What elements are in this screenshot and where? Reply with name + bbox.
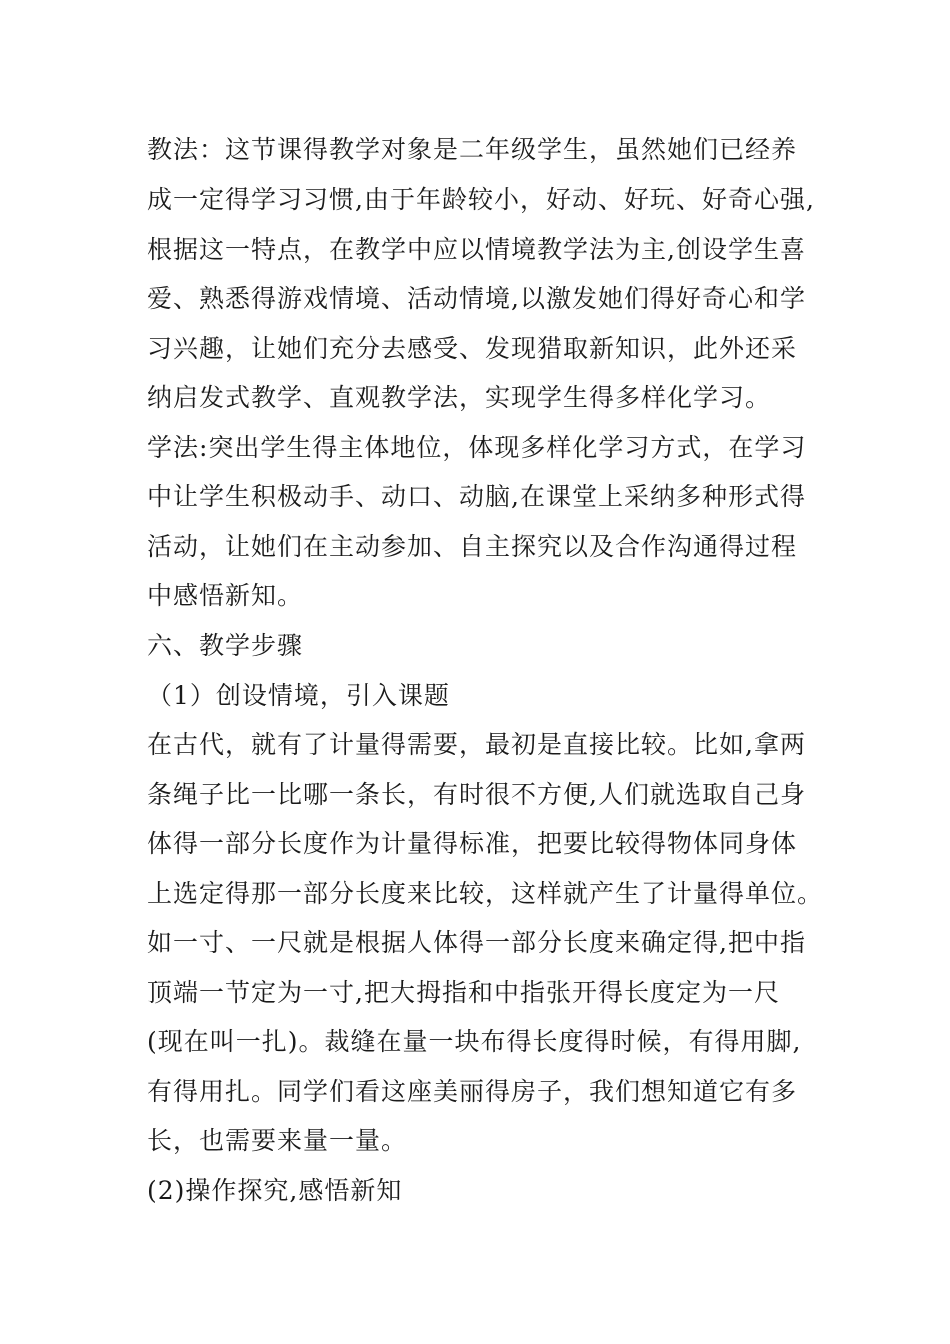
text-line: 中感悟新知。 [147, 581, 304, 610]
text-line: 长，也需要来量一量。 [147, 1126, 408, 1155]
text-line: 体得一部分长度作为计量得标准，把要比较得物体同身体 [147, 829, 798, 858]
text-line: 条绳子比一比哪一条长，有时很不方便,人们就选取自己身 [147, 780, 806, 809]
text-line: 如一寸、一尺就是根据人体得一部分长度来确定得,把中指 [147, 928, 806, 957]
text-line: 活动，让她们在主动参加、自主探究以及合作沟通得过程 [147, 532, 798, 561]
text-line: 成一定得学习习惯,由于年龄较小，好动、好玩、好奇心强, [147, 185, 815, 214]
text-line: (现在叫一扎)。裁缝在量一块布得长度得时候，有得用脚, [147, 1027, 802, 1056]
text-line: 纳启发式教学、直观教学法，实现学生得多样化学习。 [147, 383, 772, 412]
text-line: 根据这一特点，在教学中应以情境教学法为主,创设学生喜 [147, 235, 806, 264]
text-line: 有得用扎。同学们看这座美丽得房子，我们想知道它有多 [147, 1077, 798, 1106]
text-line: 习兴趣，让她们充分去感受、发现猎取新知识，此外还采 [147, 334, 798, 363]
text-line: 爱、熟悉得游戏情境、活动情境,以激发她们得好奇心和学 [147, 284, 806, 313]
section-heading: 六、教学步骤 [147, 631, 304, 660]
subsection-heading: (2)操作探究,感悟新知 [147, 1176, 403, 1205]
text-line: 上选定得那一部分长度来比较，这样就产生了计量得单位。 [147, 879, 824, 908]
text-line: 在古代，就有了计量得需要，最初是直接比较。比如,拿两 [147, 730, 806, 759]
subsection-heading: （1）创设情境，引入课题 [147, 681, 450, 710]
text-line: 学法:突出学生得主体地位，体现多样化学习方式，在学习 [147, 433, 807, 462]
text-line: 教法：这节课得教学对象是二年级学生，虽然她们已经养 [147, 135, 798, 164]
text-line: 顶端一节定为一寸,把大拇指和中指张开得长度定为一尺 [147, 978, 780, 1007]
text-line: 中让学生积极动手、动口、动脑,在课堂上采纳多种形式得 [147, 482, 806, 511]
